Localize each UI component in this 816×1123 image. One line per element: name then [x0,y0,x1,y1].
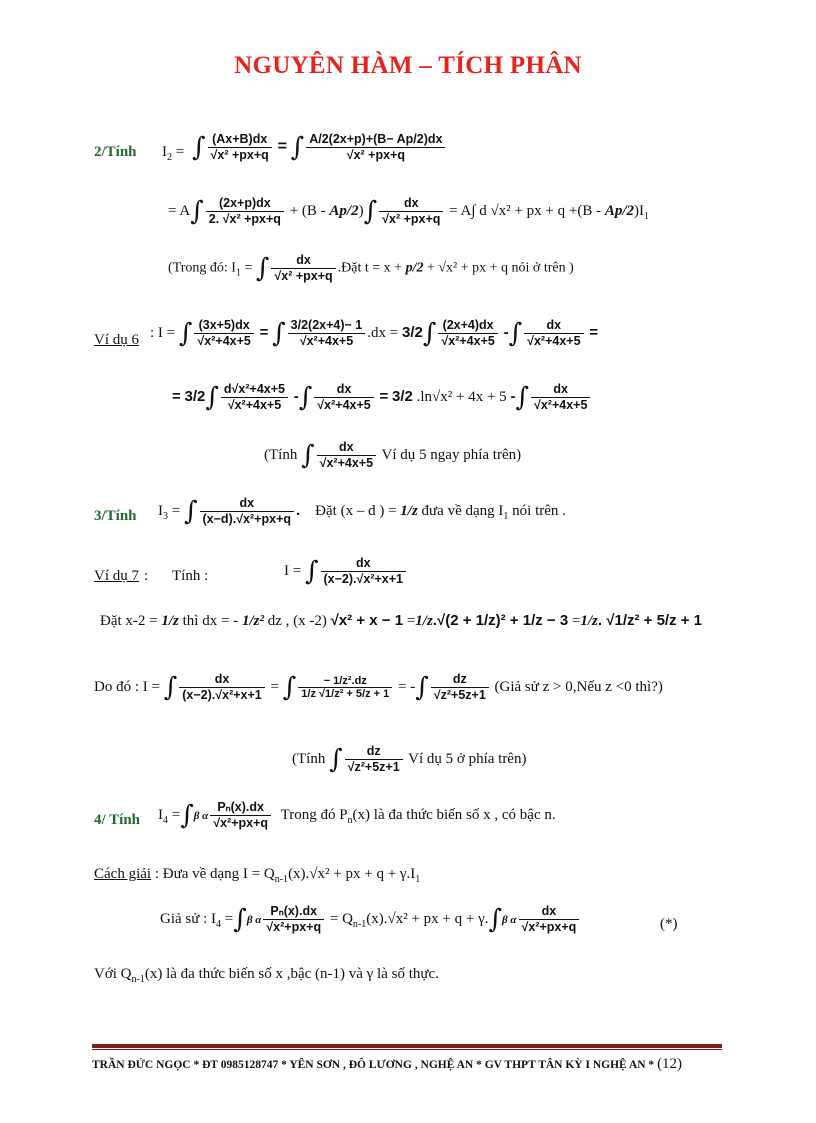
text: Với Q [94,966,132,982]
one-over-z: 1/z [580,613,598,629]
text: : Đưa về dạng I = Q [154,866,275,882]
integral-limits: β α [193,809,209,822]
section-2-note-text: (Trong đó: $I_1$ = ∫ $\frac{dx}{\text{√x² +px+q}}$ .Đặt t = x + p/2 + √x² + px + q nói ở trên ) [168,253,574,284]
sqrt-term: .√(2 + 1/z)² + 1/z − 3 [432,612,569,629]
frac-num: − 1/z².dz [298,675,392,688]
frac-den: √x²+4x+5 [317,398,371,412]
text: (x).√x² + px + q + γ.I [288,866,416,882]
page-title: NGUYÊN HÀM – TÍCH PHÂN [234,52,582,79]
page-number: (12) [657,1056,683,1072]
text: I = [284,562,302,579]
text: đưa về dạng I [421,502,504,519]
text: (Trong đó: I [168,260,236,276]
footer [92,1056,722,1073]
minus: - [503,323,509,341]
text: dz , (x -2) [267,613,327,629]
star-marker: (*) [660,916,678,932]
section-2-label: 2/Tính [94,144,137,160]
section-2-lhs [162,144,184,163]
frac-num: (2x+p)dx [206,196,284,212]
ap-over-2: Ap/2 [604,202,635,219]
text: (Tính [292,750,326,767]
frac-den: √x²+px+q [521,920,577,934]
section-3 [0,496,816,540]
frac-num: A/2(2x+p)+(B− Ap/2)dx [306,132,445,148]
integral-limits: β α [502,913,517,926]
frac-den: √x²+px+q [266,920,322,934]
frac-num: dx [179,672,264,688]
frac-num: dx [314,382,373,398]
coef: 3/2 [401,323,423,341]
equals: = [171,806,181,823]
frac-den: (x−d).√x²+px+q [202,512,291,526]
text: = A [168,202,191,219]
text: Ví dụ 5 ngay phía trên) [381,446,522,463]
tinh-label: Tính : [172,568,209,584]
one-over-z: 1/z [400,502,418,519]
frac-num: Pₙ(x).dx [210,800,271,816]
section-4 [0,800,816,844]
frac-den: √x²+4x+5 [319,456,374,470]
frac-den: √x² +px+q [274,269,333,283]
lhs-subscript: 2 [167,152,172,163]
example-6-label: Ví dụ 6 [94,332,139,348]
frac-den: √x² +px+q [210,148,269,162]
text: )I [634,202,645,219]
footer-rule-thick [92,1044,722,1048]
example-7-note-text: (Tính ∫ $\frac{dz}{\text{√z²+5z+1}}$ Ví dụ 5 ở phía trên) [292,744,527,775]
example-6-expr-2: = 3/2∫ $\frac{\text{d√x²+4x+5}}{\text{√x²+4x+5}}$ -∫ $\frac{dx}{\text{√x²+4x+5}}$ = 3/2 .ln√x² + 4x + 5 -∫ $\frac{dx}{\text{√x²+4x+5}}$ [172,382,592,413]
section-4-where [0,966,816,990]
frac-den: √x² +px+q [346,148,405,162]
assume-text: Giả sử : $I_4 =\int\beta$ α $\frac{\text{Pₙ(x).dx}}{\text{√x²+px+q}}$ = $Q_{n-1}(x).√x^2$ + px + q + γ.∫β α $\frac{dx}{\text{√x²+px+q}}$ [160,904,581,935]
section-3-expr: $I_3$ = ∫ $\frac{dx}{\text{(x−d).√x²+px+q}}$ . Đặt (x – d ) = 1/z đưa về dạng $I_1$ nói trên . [158,496,566,527]
subscript: n-1 [131,974,145,985]
frac-num: dx [321,556,406,572]
frac-den: √z²+5z+1 [347,760,400,774]
frac-num: dx [379,196,443,212]
text: Giả sử : I [160,910,217,927]
subscript: n-1 [274,874,289,885]
text: + (B - [289,202,326,219]
subscript: n-1 [352,918,367,930]
example-6-line-2 [0,382,816,426]
integral-limits: β α [246,913,262,926]
frac-den: (x−2).√x²+x+1 [323,572,403,586]
frac-den: √x²+4x+5 [227,398,282,412]
ap-over-2: Ap/2 [329,202,359,219]
dot: . [296,501,301,519]
section-4-label: 4/ Tính [94,812,141,828]
frac-den: √z²+5z+1 [433,688,486,702]
sqrt-term: √x² + x − 1 [330,612,404,629]
section-4-assume [0,904,816,948]
frac-num: (Ax+B)dx [208,132,272,148]
subscript: 4 [216,918,222,930]
frac-num: dx [200,496,294,512]
one-over-z: 1/z [415,613,433,629]
method-text [94,866,420,885]
frac-den: 2. √x² +px+q [208,212,281,226]
example-6-note-text: (Tính ∫ $\frac{dx}{\text{√x²+4x+5}}$ Ví dụ 5 ngay phía trên) [264,440,522,471]
lhs-symbol: I [158,502,163,519]
subscript: 4 [163,814,168,826]
text: (Giả sử z > 0,Nếu z <0 thì?) [494,678,663,695]
frac-num: dx [519,904,580,920]
subscript: 1 [503,510,509,522]
text: .Đặt t = x + [337,260,403,276]
frac-num: dx [531,382,590,398]
example-7-line-1 [0,556,816,596]
method-label: Cách giải [94,866,152,882]
text: + √x² + px + q nói ở trên ) [426,260,574,276]
example-6-note [0,440,816,484]
colon: : [144,568,149,584]
text: (x) là đa thức biến số x ,bậc (n-1) và γ là số thực. [144,966,439,982]
text: = [571,613,581,629]
equals: = [171,502,181,519]
equals: = [589,323,599,341]
subscript: n [347,814,353,826]
frac-num: (2x+4)dx [438,318,497,334]
text: Ví dụ 5 ở phía trên) [408,750,527,767]
text: = [406,613,416,629]
example-7-note [0,744,816,788]
text: = [270,678,279,695]
text: = Q [329,910,353,927]
footer-rule-thin [92,1049,722,1050]
frac-den: √x²+4x+5 [299,334,354,348]
text: (Tính [264,446,298,463]
section-2-line-1 [0,132,816,172]
text: .dx = [367,324,399,341]
example-7-expr: I = ∫ $\frac{dx}{\text{(x−2).√x²+x+1}}$ [284,556,408,587]
p-over-2: p/2 [405,260,424,276]
text: = A∫ d √x² + px + q +(B - [449,202,602,219]
frac-num: dx [524,318,583,334]
frac-num: dx [317,440,376,456]
footer-text: TRẦN ĐỨC NGỌC * ĐT 0985128747 * YÊN SƠN , ĐÔ LƯƠNG , NGHỆ AN * GV THPT TÂN KỲ I NGHỆ AN * [92,1059,655,1071]
frac-num: dx [271,253,335,269]
frac-den: (x−2).√x²+x+1 [182,688,262,702]
example-7-result: Do đó : I = ∫ $\frac{dx}{\text{(x−2).√x²+x+1}}$ = ∫ $\frac{\text{− 1/z².dz}}{\text{1/z √1/z² + 5/z + 1}}$ = -∫ $\frac{dz}{\text{√z²+5z+1}}$ (Giả sử z > 0,Nếu z <0 thì?) [94,672,663,703]
frac-den: √x² +px+q [382,212,441,226]
example-6-expr: : I = ∫ $\frac{(3x+5)dx}{\text{√x²+4x+5}}$ = ∫ $\frac{3/2(2x+4)- 1}{\text{√x²+4x+5}}$ .dx = 3/2∫ $\frac{(2x+4)dx}{\text{√x²+4x+5}}$ -∫ $\frac{dx}{\text{√x²+4x+5}}$ = [150,318,599,349]
frac-den: 1/z √1/z² + 5/z + 1 [301,688,390,700]
example-7-line-2 [0,604,816,644]
section-3-label: 3/Tính [94,508,137,524]
frac-den: √x²+px+q [213,816,269,830]
coef: 3/2 [184,387,206,405]
frac-den: √x²+4x+5 [527,334,581,348]
lhs-symbol: I [162,144,167,160]
section-2-line-2 [0,196,816,236]
text: ) [358,202,364,219]
text: nói trên . [512,502,566,519]
coef: 3/2 [392,387,413,405]
frac-num: dz [345,744,403,760]
ln-term: .ln√x² + 4x + 5 [416,388,507,405]
text: Trong đó P [280,806,348,823]
where-text [94,966,439,985]
text: thì dx = - [182,613,239,629]
example-7-substitution: Đặt x-2 = 1/z thì dx = - 1/z² dz , (x -2) √x² + x − 1 =1/z.√(2 + 1/z)² + 1/z − 3 =1/z. √1/z² + 5/z + 1 [100,612,703,629]
text: = [244,260,253,276]
section-2-expansion: = A∫ $\frac{(2x+p)dx}{\text{2. √x² +px+q}}$ + (B - Ap/2)∫ $\frac{dx}{\text{√x² +px+q}}$ = A∫ d √x² + px + $q +(B - Ap/2)I_1$ [168,196,650,227]
section-4-expr: $I_4 =\int\beta$ α $\frac{\text{Pₙ(x).dx}}{\text{√x²+px+q}}$ Trong đó $P_n(x)$ là đa thức biến số x , có bậc n. [158,800,556,831]
text: : I = [150,324,176,341]
text: Đặt (x – d ) = [315,502,397,519]
text: = - [397,678,416,695]
one-over-z: 1/z [161,613,179,629]
text: (x).√x² + px + q + γ. [366,910,489,927]
subscript: 1 [235,267,241,279]
frac-num: (3x+5)dx [194,318,253,334]
text: (x) là đa thức biến số x , có bậc n. [352,806,556,823]
section-2-note [0,253,816,293]
example-7-label: Ví dụ 7 [94,568,139,584]
lhs-symbol: I [158,806,163,823]
equals: = [175,144,185,160]
section-4-method [0,866,816,890]
frac-den: √x²+4x+5 [441,334,495,348]
integral-1: ∫ $\frac{(Ax+B)dx}{\text{√x² +px+q}}$ = ∫ $\frac{A/2(2x+p)+(B- Ap/2)dx}{\text{√x² +px+q}}$ [192,132,447,163]
frac-den: √x²+4x+5 [533,398,588,412]
subscript: 1 [644,210,650,222]
subscript: 1 [415,874,421,885]
frac-den: √x²+4x+5 [197,334,251,348]
frac-num: d√x²+4x+5 [221,382,288,398]
sqrt-term: . √1/z² + 5/z + 1 [597,612,703,629]
minus: - [510,387,516,405]
frac-num: 3/2(2x+4)− 1 [288,318,366,334]
text: = [224,910,234,927]
minus: - [293,387,299,405]
text: Đặt x-2 = [100,613,158,629]
example-7-line-3 [0,664,816,724]
text: Do đó : I = [94,678,160,695]
frac-num: Pₙ(x).dx [263,904,324,920]
frac-num: dz [431,672,489,688]
subscript: 3 [163,510,168,522]
example-6-line-1 [0,318,816,362]
